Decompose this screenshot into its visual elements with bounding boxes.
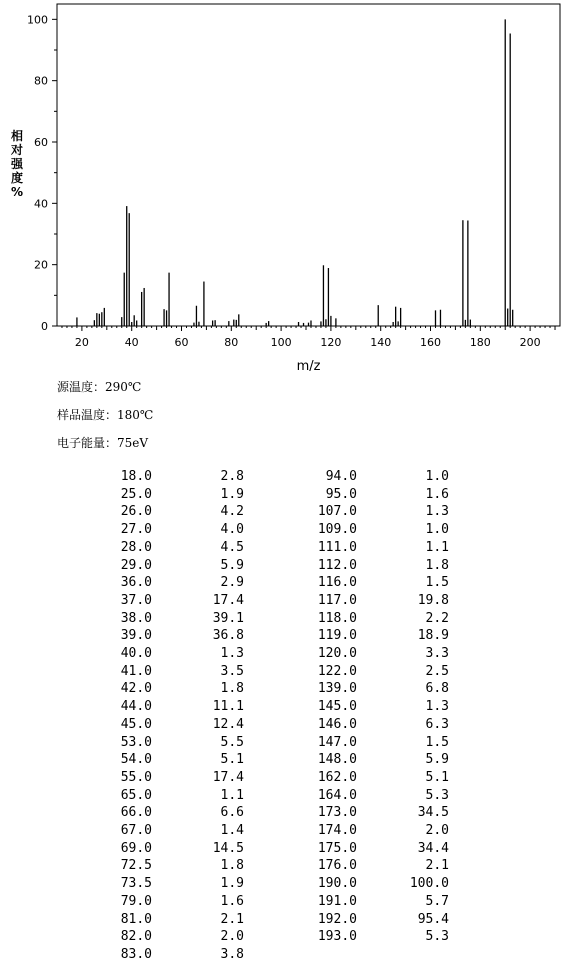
table-cell: 6.8 (425, 681, 449, 697)
table-row (60, 751, 449, 769)
table-cell: 2.1 (425, 858, 449, 874)
table-row (60, 716, 449, 734)
table-cell: 1.9 (220, 876, 244, 892)
table-row (60, 645, 449, 663)
table-cell: 175.0 (317, 840, 357, 856)
table-row (60, 734, 449, 752)
table-cell: 6.3 (425, 716, 449, 732)
sample-temperature: 样品温度：180℃ (57, 408, 154, 422)
y-axis-label-char: 相 (10, 129, 24, 143)
y-tick-label: 80 (34, 74, 48, 88)
peak-table (60, 468, 449, 964)
table-row (60, 680, 449, 698)
electron-energy: 电子能量：75eV (57, 436, 149, 450)
y-axis-label-char: 强 (10, 157, 24, 171)
table-row (60, 627, 449, 645)
table-cell: 117.0 (317, 592, 357, 608)
table-row (60, 557, 449, 575)
y-axis-label (10, 128, 24, 199)
table-row (60, 822, 449, 840)
table-cell: 193.0 (317, 929, 357, 945)
table-cell: 191.0 (317, 893, 357, 909)
table-cell: 173.0 (317, 805, 357, 821)
x-tick-label: 60 (174, 336, 189, 349)
table-cell: 36.8 (212, 628, 244, 644)
y-axis-label-char: 度 (10, 171, 24, 185)
table-cell: 5.9 (220, 557, 244, 573)
table-cell: 3.3 (425, 646, 449, 662)
table-row (60, 468, 449, 486)
table-cell: 1.3 (425, 699, 449, 715)
table-cell: 26.0 (120, 504, 152, 520)
table-cell: 1.6 (220, 893, 244, 909)
table-cell: 5.3 (425, 787, 449, 803)
table-cell: 81.0 (120, 911, 152, 927)
x-tick-label: 180 (469, 336, 491, 349)
table-cell: 1.3 (425, 504, 449, 520)
table-cell: 119.0 (317, 628, 357, 644)
table-cell: 145.0 (317, 699, 357, 715)
table-cell: 25.0 (120, 486, 152, 502)
table-cell: 18.0 (120, 469, 152, 484)
x-tick-label: 80 (224, 336, 239, 349)
table-cell: 146.0 (317, 716, 357, 732)
table-cell: 116.0 (317, 575, 357, 591)
table-cell: 4.0 (220, 522, 244, 538)
table-cell: 111.0 (317, 539, 357, 555)
table-cell: 174.0 (317, 823, 357, 839)
y-tick-label: 20 (34, 258, 48, 272)
table-cell: 17.4 (212, 769, 244, 785)
table-cell: 2.8 (220, 469, 244, 484)
x-tick-label: 100 (270, 336, 292, 349)
table-cell: 3.5 (220, 663, 244, 679)
y-tick-label: 60 (34, 136, 48, 149)
y-axis-ticks (27, 13, 57, 333)
table-cell: 162.0 (317, 769, 357, 785)
table-cell: 112.0 (317, 557, 357, 573)
table-cell: 41.0 (120, 663, 152, 679)
table-cell: 37.0 (120, 592, 152, 608)
table-cell: 1.5 (425, 734, 449, 750)
table-cell: 1.4 (220, 823, 244, 839)
table-cell: 34.4 (417, 840, 449, 856)
table-cell: 28.0 (120, 539, 152, 555)
x-tick-label: 140 (370, 336, 392, 349)
table-cell: 72.5 (120, 858, 152, 874)
table-cell: 100.0 (409, 876, 449, 892)
table-cell: 1.1 (425, 539, 449, 555)
table-cell: 39.1 (212, 610, 244, 626)
y-axis-label-char: % (10, 185, 24, 199)
table-cell: 148.0 (317, 752, 357, 768)
table-cell: 1.8 (425, 557, 449, 573)
table-cell: 1.0 (425, 522, 449, 538)
table-cell: 38.0 (120, 610, 152, 626)
table-row (60, 857, 449, 875)
table-cell (244, 946, 357, 964)
table-cell: 2.2 (425, 610, 449, 626)
table-cell: 122.0 (317, 663, 357, 679)
y-tick-label: 100 (27, 13, 48, 27)
table-cell: 4.5 (220, 539, 244, 555)
table-cell: 1.1 (220, 787, 244, 803)
table-row (60, 928, 449, 946)
table-cell: 5.7 (425, 893, 449, 909)
table-cell: 55.0 (120, 769, 152, 785)
table-cell: 109.0 (317, 522, 357, 538)
table-cell: 2.0 (220, 929, 244, 945)
table-cell: 95.4 (417, 911, 449, 927)
table-row (60, 893, 449, 911)
table-cell: 45.0 (120, 716, 152, 732)
table-cell: 1.8 (220, 858, 244, 874)
table-cell: 139.0 (317, 681, 357, 697)
table-cell: 95.0 (325, 486, 357, 502)
mass-spectrum-chart (0, 0, 570, 380)
y-tick-label: 0 (41, 320, 48, 333)
table-row (60, 539, 449, 557)
table-cell: 5.5 (220, 734, 244, 750)
table-row (60, 769, 449, 787)
table-row (60, 946, 449, 964)
table-cell: 66.0 (120, 805, 152, 821)
table-cell: 5.1 (220, 752, 244, 768)
table-row (60, 486, 449, 504)
table-cell: 147.0 (317, 734, 357, 750)
table-cell: 1.9 (220, 486, 244, 502)
table-cell: 118.0 (317, 610, 357, 626)
table-cell: 44.0 (120, 699, 152, 715)
table-cell: 12.4 (212, 716, 244, 732)
spectrum-peaks (77, 19, 513, 326)
table-cell: 67.0 (120, 823, 152, 839)
table-cell: 17.4 (212, 592, 244, 608)
x-tick-label: 160 (420, 336, 442, 349)
table-cell: 2.1 (220, 911, 244, 927)
table-row (60, 698, 449, 716)
table-cell: 2.9 (220, 575, 244, 591)
table-cell: 1.0 (425, 469, 449, 484)
table-cell: 5.3 (425, 929, 449, 945)
table-cell: 39.0 (120, 628, 152, 644)
table-cell: 29.0 (120, 557, 152, 573)
table-cell: 79.0 (120, 893, 152, 909)
table-cell: 192.0 (317, 911, 357, 927)
y-tick-label: 40 (34, 197, 48, 211)
x-tick-label: 200 (519, 336, 541, 349)
table-cell: 54.0 (120, 752, 152, 768)
table-cell: 83.0 (120, 946, 152, 962)
table-row (60, 840, 449, 858)
table-row (60, 804, 449, 822)
table-row (60, 503, 449, 521)
x-tick-label: 40 (124, 336, 139, 349)
table-cell: 69.0 (120, 840, 152, 856)
table-cell: 164.0 (317, 787, 357, 803)
x-axis-label: m/z (296, 359, 321, 374)
table-cell: 18.9 (417, 628, 449, 644)
table-cell: 1.6 (425, 486, 449, 502)
table-cell: 19.8 (417, 592, 449, 608)
plot-frame (57, 4, 560, 326)
table-cell: 3.8 (220, 946, 244, 962)
table-cell: 120.0 (317, 646, 357, 662)
table-cell: 65.0 (120, 787, 152, 803)
table-cell: 82.0 (120, 929, 152, 945)
table-row (60, 787, 449, 805)
table-cell: 107.0 (317, 504, 357, 520)
table-cell: 2.5 (425, 663, 449, 679)
table-cell: 2.0 (425, 823, 449, 839)
table-cell: 1.8 (220, 681, 244, 697)
table-row (60, 663, 449, 681)
table-cell (357, 946, 449, 964)
table-cell: 34.5 (417, 805, 449, 821)
table-cell: 190.0 (317, 876, 357, 892)
source-temperature: 源温度：290℃ (57, 380, 142, 394)
table-row (60, 521, 449, 539)
table-cell: 73.5 (120, 876, 152, 892)
table-row (60, 911, 449, 929)
table-cell: 42.0 (120, 681, 152, 697)
y-axis-label-char: 对 (10, 143, 24, 157)
table-cell: 6.6 (220, 805, 244, 821)
table-row (60, 592, 449, 610)
table-cell: 40.0 (120, 646, 152, 662)
table-row (60, 875, 449, 893)
table-cell: 11.1 (212, 699, 244, 715)
table-cell: 94.0 (325, 469, 357, 484)
table-cell: 14.5 (212, 840, 244, 856)
table-cell: 36.0 (120, 575, 152, 591)
table-cell: 5.1 (425, 769, 449, 785)
table-cell: 1.3 (220, 646, 244, 662)
x-tick-label: 120 (320, 336, 342, 349)
table-cell: 53.0 (120, 734, 152, 750)
table-cell: 4.2 (220, 504, 244, 520)
table-cell: 1.5 (425, 575, 449, 591)
table-cell: 5.9 (425, 752, 449, 768)
table-row (60, 574, 449, 592)
x-axis-ticks (62, 326, 555, 349)
table-cell: 176.0 (317, 858, 357, 874)
table-row (60, 610, 449, 628)
table-cell: 27.0 (120, 522, 152, 538)
x-tick-label: 20 (74, 336, 89, 349)
